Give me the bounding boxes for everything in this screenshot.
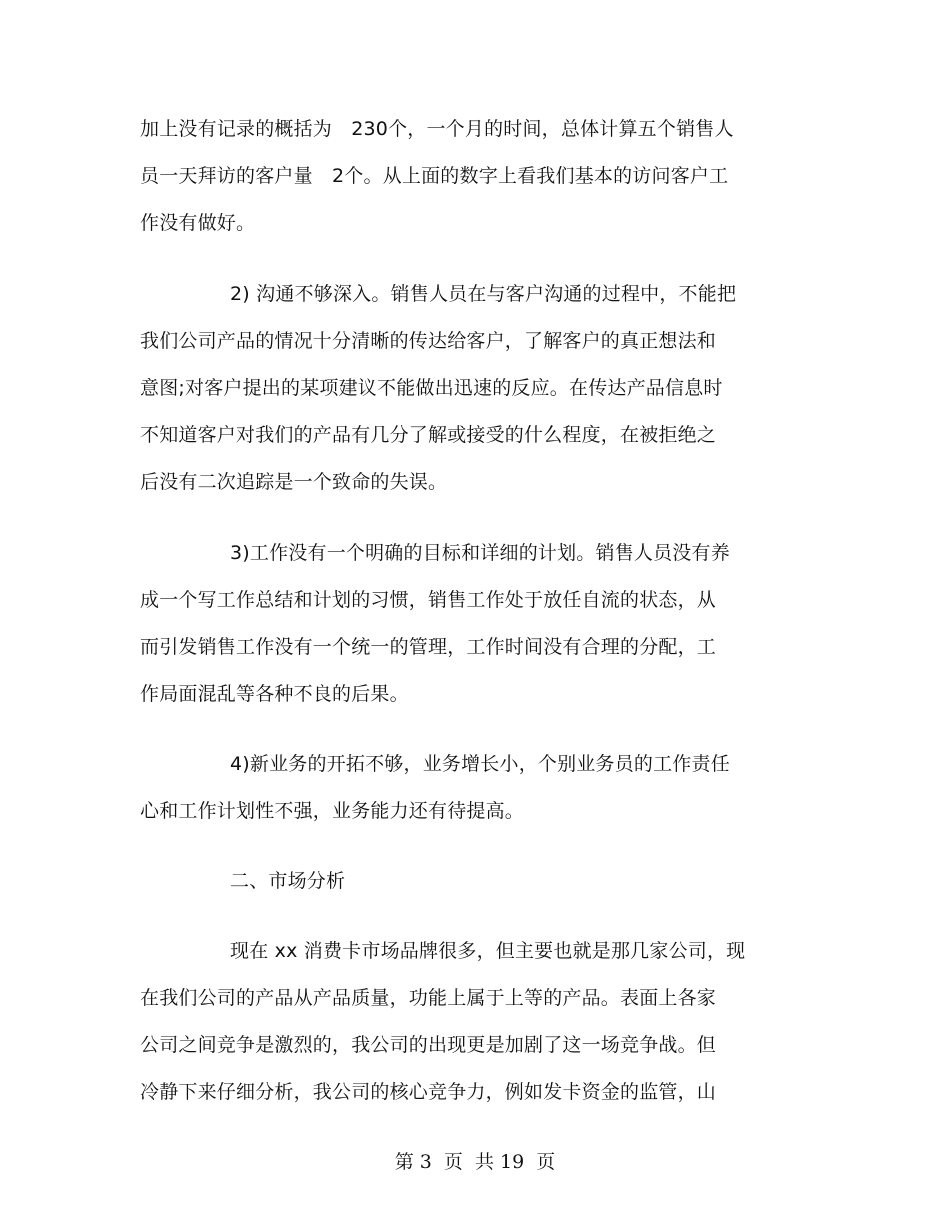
text-line: 意图;对客户提出的某项建议不能做出迅速的反应。在传达产品信息时 (140, 377, 723, 399)
paragraph-3-start: 3)工作没有一个明确的目标和详细的计划。销售人员没有养 (230, 542, 730, 564)
text-line: 心和工作计划性不强，业务能力还有待提高。 (140, 800, 525, 822)
paragraph-2-start: 2) 沟通不够深入。销售人员在与客户沟通的过程中，不能把 (230, 283, 737, 305)
text-line: 在我们公司的产品从产品质量，功能上属于上等的产品。表面上各家 (140, 987, 717, 1009)
text-line: 我们公司产品的情况十分清晰的传达给客户，了解客户的真正想法和 (140, 330, 717, 352)
text-line: 加上没有记录的概括为 230个，一个月的时间，总体计算五个销售人 (140, 118, 734, 140)
text-line: 成一个写工作总结和计划的习惯，销售工作处于放任自流的状态，从 (140, 589, 717, 611)
text-line: 不知道客户对我们的产品有几分了解或接受的什么程度，在被拒绝之 (140, 424, 717, 446)
text-line: 作局面混乱等各种不良的后果。 (140, 683, 409, 705)
text-line: 而引发销售工作没有一个统一的管理，工作时间没有合理的分配，工 (140, 636, 717, 658)
text-line: 公司之间竞争是激烈的，我公司的出现更是加剧了这一场竞争战。但 (140, 1034, 717, 1056)
text-line: 后没有二次追踪是一个致命的失误。 (140, 471, 448, 493)
text-line: 冷静下来仔细分析，我公司的核心竞争力，例如发卡资金的监管，山 (140, 1081, 717, 1103)
paragraph-4-start: 4)新业务的开拓不够，业务增长小，个别业务员的工作责任 (230, 753, 730, 775)
section-heading: 二、市场分析 (230, 870, 346, 892)
text-line: 员一天拜访的客户量 2个。从上面的数字上看我们基本的访问客户工 (140, 165, 729, 187)
text-line: 作没有做好。 (140, 212, 256, 234)
page-footer: 第 3 页 共 19 页 (394, 1151, 556, 1173)
paragraph-5-start: 现在 xx 消费卡市场品牌很多，但主要也就是那几家公司，现 (230, 940, 746, 962)
